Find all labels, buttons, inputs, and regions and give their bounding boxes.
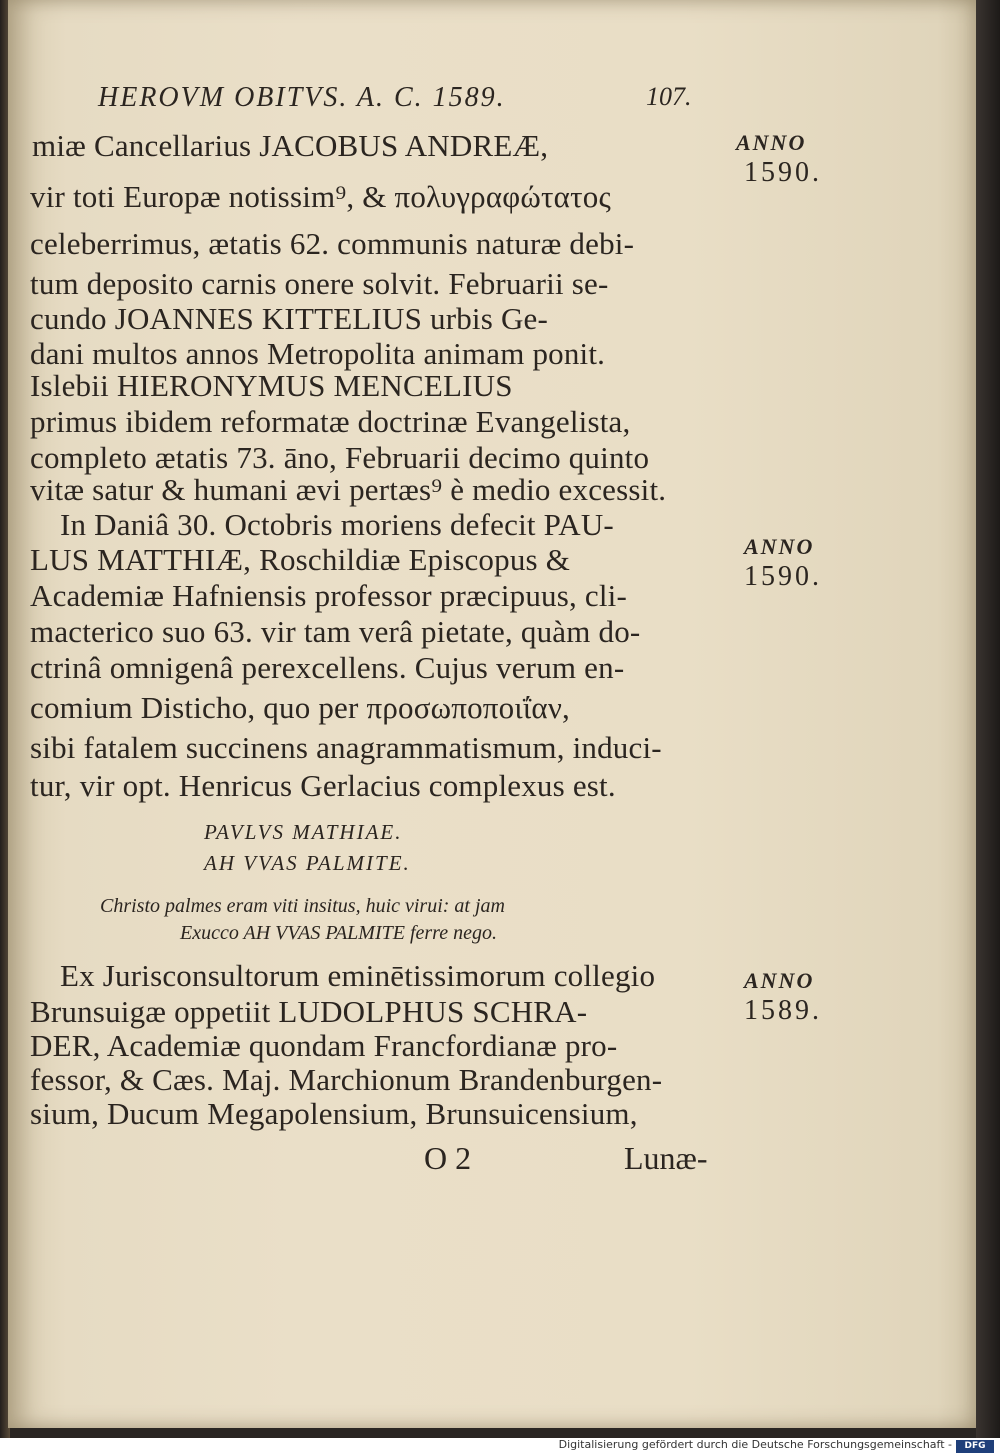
text-line: cundo JOANNES KITTELIUS urbis Ge-	[30, 301, 549, 336]
margin-anno-label: ANNO	[736, 130, 807, 155]
margin-anno-label: ANNO	[744, 968, 815, 993]
text-line: In Daniâ 30. Octobris moriens defecit PAU-	[60, 507, 614, 542]
anagram-name: PAVLVS MATHIAE.	[204, 820, 403, 844]
text-line: sibi fatalem succinens anagrammatismum, induci-	[30, 730, 662, 765]
text-line: fessor, & Cæs. Maj. Marchionum Brandenburgen-	[30, 1062, 663, 1097]
text-line: sium, Ducum Megapolensium, Brunsuicensium,	[30, 1096, 638, 1131]
text-line: miæ Cancellarius JACOBUS ANDREÆ,	[32, 128, 549, 163]
text-line: completo ætatis 73. āno, Februarii decimo quinto	[30, 440, 650, 475]
text-line: ctrinâ omnigenâ perexcellens. Cujus verum en-	[30, 650, 625, 685]
text-line: comium Disticho, quo per προσωποποιΐαν,	[30, 690, 571, 725]
margin-note	[744, 966, 822, 1026]
text-line: primus ibidem reformatæ doctrinæ Evangelista,	[30, 404, 631, 439]
margin-note	[744, 532, 822, 592]
distich-line: Christo palmes eram viti insitus, huic virui: at jam	[100, 895, 505, 917]
margin-year: 1589.	[744, 995, 822, 1026]
text-line: Academiæ Hafniensis professor præcipuus, cli-	[30, 578, 628, 613]
text-line: macterico suo 63. vir tam verâ pietate, quàm do-	[30, 614, 641, 649]
text-line: LUS MATTHIÆ, Roschildiæ Episcopus &	[30, 542, 571, 577]
margin-year: 1590.	[744, 157, 822, 188]
signature-mark: O 2	[424, 1140, 472, 1176]
running-head: HEROVM OBITVS. A. C. 1589.	[98, 82, 506, 113]
text-line: vitæ satur & humani ævi pertæs⁹ è medio excessit.	[30, 472, 667, 507]
funding-credit: Digitalisierung gefördert durch die Deutsche Forschungsgemeinschaft -	[558, 1438, 952, 1451]
text-line: Brunsuigæ oppetiit LUDOLPHUS SCHRA-	[30, 994, 588, 1029]
anagram-result: AH VVAS PALMITE.	[204, 851, 411, 875]
text-line: tur, vir opt. Henricus Gerlacius complexus est.	[30, 768, 616, 803]
text-line: tum deposito carnis onere solvit. Februarii se-	[30, 266, 609, 301]
distich-line: Exucco AH VVAS PALMITE ferre nego.	[180, 922, 497, 944]
text-line: vir toti Europæ notissim⁹, & πολυγραφώτατος	[30, 179, 611, 214]
dfg-logo: DFG	[956, 1440, 994, 1453]
folio-number: 107.	[646, 82, 692, 111]
margin-year: 1590.	[744, 561, 822, 592]
margin-note	[736, 128, 822, 188]
page-edge-shadow	[976, 0, 1000, 1438]
text-line: Islebii HIERONYMUS MENCELIUS	[30, 368, 513, 403]
margin-anno-label: ANNO	[744, 534, 815, 559]
catchword: Lunæ-	[624, 1140, 708, 1176]
text-line: Ex Jurisconsultorum eminētissimorum collegio	[60, 958, 656, 993]
footer-bar	[0, 1438, 1000, 1455]
text-line: celeberrimus, ætatis 62. communis naturæ debi-	[30, 226, 635, 261]
text-line: dani multos annos Metropolita animam ponit.	[30, 336, 606, 371]
text-line: DER, Academiæ quondam Francfordianæ pro-	[30, 1028, 618, 1063]
